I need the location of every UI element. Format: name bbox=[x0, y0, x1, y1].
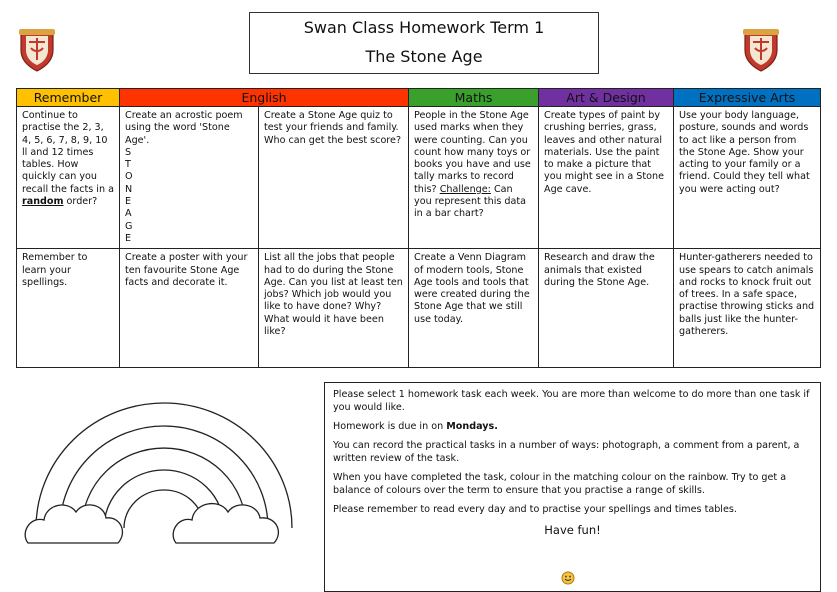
task-text: People in the Stone Age used marks when they were counting. Can you count how many toys or books you have and use tally marks to record this? bbox=[414, 110, 531, 195]
challenge-label: Challenge: bbox=[439, 183, 491, 195]
header-maths: Maths bbox=[409, 89, 539, 107]
acrostic-letter: O bbox=[125, 171, 133, 183]
acrostic-letter: A bbox=[125, 208, 132, 220]
due-day: Mondays. bbox=[446, 421, 498, 432]
header-expressive-arts: Expressive Arts bbox=[674, 89, 821, 107]
header-art: Art & Design bbox=[539, 89, 674, 107]
task-expressive-acting: Use your body language, posture, sounds and words to act like a person from the Stone Age. Show your acting to your family or a friend. Could they tell what you were acting out? bbox=[674, 107, 821, 249]
closing-text: Have fun! bbox=[544, 523, 601, 537]
acrostic-letter: S bbox=[125, 146, 132, 158]
page-subtitle: The Stone Age bbox=[365, 47, 483, 66]
acrostic-letter: T bbox=[125, 159, 131, 171]
rainbow-illustration bbox=[24, 388, 304, 558]
task-english-acrostic bbox=[120, 107, 259, 249]
instruction-select: Please select 1 homework task each week. You are more than welcome to do more than one task if you would like. bbox=[333, 389, 810, 413]
instruction-due bbox=[333, 420, 812, 433]
acrostic-letter: G bbox=[125, 220, 133, 232]
acrostic-letter: E bbox=[125, 232, 132, 244]
task-text: Continue to practise the 2, 3, 4, 5, 6, 7, 8, 9, 10 ll and 12 times tables. How quickly can you recall the facts in a bbox=[22, 110, 114, 195]
title-box bbox=[249, 12, 599, 74]
task-art-animals: Research and draw the animals that existed during the Stone Age. bbox=[539, 249, 674, 368]
acrostic-letter: N bbox=[125, 183, 133, 195]
task-remember-times-tables bbox=[17, 107, 120, 249]
table-row bbox=[17, 249, 821, 368]
task-expressive-hunter: Hunter-gatherers needed to use spears to catch animals and rocks to knock fruit out of trees. In a safe space, practise throwing sticks and balls just like the hunter-gatherers. bbox=[674, 249, 821, 368]
task-maths-tally bbox=[409, 107, 539, 249]
task-text: Create an acrostic poem using the word 'Stone Age'. bbox=[125, 110, 243, 146]
task-text: order? bbox=[63, 196, 98, 208]
task-english-poster: Create a poster with your ten favourite Stone Age facts and decorate it. bbox=[120, 249, 259, 368]
acrostic-letter: E bbox=[125, 196, 132, 208]
task-english-jobs: List all the jobs that people had to do during the Stone Age. Can you list at least ten jobs? Which job would you like to have done? Why? What would it have been like? bbox=[259, 249, 409, 368]
school-crest-icon bbox=[18, 28, 56, 72]
header-english: English bbox=[120, 89, 409, 107]
homework-table bbox=[16, 88, 821, 368]
instruction-colour: When you have completed the task, colour in the matching colour on the rainbow. Try to get a balance of colours over the term to ensure that you practise a range of skills. bbox=[333, 472, 787, 496]
header-remember: Remember bbox=[17, 89, 120, 107]
emphasis-text: random bbox=[22, 196, 64, 208]
instruction-text: Homework is due in on bbox=[333, 421, 447, 432]
table-row bbox=[17, 107, 821, 249]
task-remember-spellings: Remember to learn your spellings. bbox=[17, 249, 120, 368]
instructions-box bbox=[324, 382, 821, 592]
page-title: Swan Class Homework Term 1 bbox=[303, 18, 545, 37]
school-crest-icon bbox=[742, 28, 780, 72]
table-header-row bbox=[17, 89, 821, 107]
instruction-record: You can record the practical tasks in a number of ways: photograph, a comment from a parent, a written review of the task. bbox=[333, 440, 800, 464]
instruction-read: Please remember to read every day and to practise your spellings and times tables. bbox=[333, 504, 737, 515]
task-art-paint: Create types of paint by crushing berries, grass, leaves and other natural materials. Use the paint to make a picture that you might see in a Stone Age cave. bbox=[539, 107, 674, 249]
task-text: Can you represent this data in a bar chart? bbox=[414, 183, 527, 220]
task-maths-venn: Create a Venn Diagram of modern tools, Stone Age tools and tools that were created during the Stone Age that we still use today. bbox=[409, 249, 539, 368]
task-english-quiz: Create a Stone Age quiz to test your friends and family. Who can get the best score? bbox=[259, 107, 409, 249]
